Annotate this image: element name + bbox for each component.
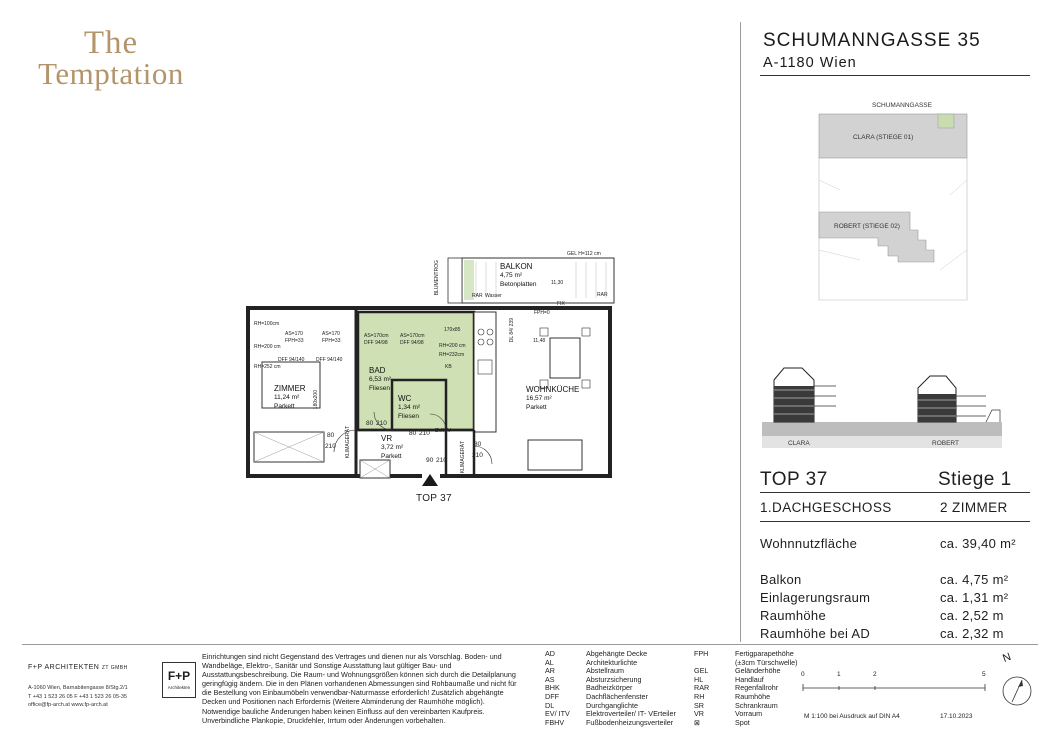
abbr-value: Spot — [735, 717, 750, 727]
abbr-key: FPH — [694, 649, 709, 658]
chair-2 — [582, 328, 590, 336]
room-wohnkueche — [526, 385, 579, 412]
note-klimagerat-2: KLIMAGERÄT — [460, 441, 466, 474]
note-fph: FPH=0 — [534, 310, 550, 316]
sofa — [528, 440, 582, 470]
chair-4 — [582, 380, 590, 388]
abbr-key: ⊠ — [694, 717, 701, 727]
abbr-key: DFF — [545, 691, 559, 701]
abbr-col-1-values — [586, 650, 696, 727]
area-value-wohnnutzflaeche: ca. 39,40 m² — [940, 536, 1016, 551]
site-green-plot — [938, 114, 954, 128]
vr-area: 3,72 m² — [381, 444, 404, 451]
note-fix: FIX — [557, 301, 565, 307]
scale-tick-0: 0 — [801, 671, 805, 678]
bad-floor: Fliesen — [369, 385, 390, 392]
area-value-raumhoehe: ca. 2,52 m — [940, 608, 1004, 623]
abbr-value: Regenfallrohr — [735, 683, 779, 693]
note-rh200a: RH=200 cm — [254, 344, 281, 350]
note-rh232: RH=232cm — [439, 352, 465, 358]
chair-1 — [540, 328, 548, 336]
footer-addr-line-3: office@fp-arch.at www.fp-arch.at — [28, 702, 108, 708]
vr-floor: Parkett — [381, 453, 402, 460]
entrance-marker-icon — [421, 473, 439, 487]
footer-addr-line-1: A-1060 Wien, Barnabitengasse 8/Stg.2/1 — [28, 685, 128, 691]
fp-logo-sub: Architekten — [167, 685, 191, 690]
room-balkon — [500, 262, 537, 289]
scale-tick-5: 5 — [982, 671, 986, 678]
footer-architect-name: F+P ARCHITEKTEN — [28, 664, 100, 671]
wohnkueche-floor: Parkett — [526, 404, 547, 411]
section-drawing — [760, 360, 1010, 452]
abbr-key: AL — [545, 657, 554, 667]
unit-stiege: Stiege 1 — [938, 469, 1012, 490]
note-as170b: AS=170 — [322, 331, 340, 337]
area-value-raumhoehe-ad: ca. 2,32 m — [940, 626, 1004, 641]
zimmer-name: ZIMMER — [274, 384, 306, 393]
unit-top-title: TOP 37 — [760, 469, 828, 490]
abbr-value: Handlauf — [735, 674, 764, 684]
entrance-marker-label: TOP 37 — [416, 493, 452, 504]
vr-name: VR — [381, 434, 393, 443]
site-robert-label: ROBERT (STIEGE 02) — [834, 223, 900, 230]
address-street: SCHUMANNGASSE 35 — [763, 30, 981, 51]
abbr-value: Architekturlichte — [586, 657, 638, 667]
abbr-key: FBHV — [545, 717, 565, 727]
note-dff1: DFF 94/140 — [278, 357, 305, 363]
scale-bar — [802, 680, 987, 692]
section-robert-label: ROBERT — [932, 440, 959, 447]
note-rar-2: RAR — [597, 292, 608, 298]
room-vr — [381, 434, 403, 461]
fp-logo — [162, 662, 196, 698]
note-size170: 170x85 — [444, 327, 461, 333]
abbr-value: Dachflächenfenster — [586, 691, 648, 701]
door-1-width: 80 — [327, 432, 335, 439]
note-as170cm2: AS=170cm — [400, 333, 425, 339]
footer-address — [28, 684, 128, 710]
room-wc — [398, 394, 420, 421]
door-5-width: 80 — [474, 441, 482, 448]
abbr-key: VR — [694, 709, 704, 719]
abbr-col-2-keys — [694, 650, 732, 727]
abbr-key: AR — [545, 666, 555, 676]
site-robert-building — [819, 212, 934, 262]
section-ground — [762, 422, 1002, 436]
section-balcony-lines — [814, 386, 836, 406]
wc-floor: Fliesen — [398, 413, 419, 420]
door-3-height: 210 — [419, 430, 430, 437]
frame-footer-divider — [22, 644, 1038, 645]
balkon-floor: Betonplatten — [500, 281, 537, 288]
balkon-name: BALKON — [500, 262, 533, 271]
note-h1130: 11,30 — [551, 280, 564, 286]
section-ramp — [986, 410, 1000, 422]
wohnkueche-area: 16,57 m² — [526, 395, 552, 402]
note-h1148: 11,48 — [533, 338, 546, 344]
address-city: A-1180 Wien — [763, 55, 857, 71]
note-as170a: AS=170 — [285, 331, 303, 337]
logo-line-2: Temptation — [38, 56, 184, 92]
door-1-height: 210 — [325, 443, 336, 450]
fp-logo-mark: F+P — [167, 669, 191, 683]
abbr-value: Fußbodenheizungsverteiler — [586, 717, 674, 727]
abbr-key: EV/ ITV — [545, 709, 570, 719]
abbr-value: (±3cm Türschwelle) — [735, 657, 798, 667]
section-robert-balconies — [956, 396, 986, 416]
abbr-value: Absturzsicherung — [586, 674, 642, 684]
abbr-value: Geländerhöhe — [735, 666, 781, 676]
footer-architect-suffix: ZT GMBH — [101, 665, 128, 671]
note-rh200b: RH=200 cm — [439, 343, 466, 349]
area-label-einlagerungsraum: Einlagerungsraum — [760, 590, 871, 605]
bad-name: BAD — [369, 366, 386, 375]
abbr-value: Fertigparapethöhe — [735, 649, 794, 658]
wc-name: WC — [398, 394, 412, 403]
note-dff4: DFF 94/98 — [400, 340, 424, 346]
zimmer-floor: Parkett — [274, 403, 295, 410]
section-clara-fill — [774, 386, 814, 422]
abbr-col-1-keys — [545, 650, 585, 727]
info-rule-2 — [760, 521, 1030, 522]
note-blumentrog: BLUMENTROG — [434, 260, 440, 296]
balkon-area: 4,75 m² — [500, 272, 523, 279]
note-gel: GEL H=112 cm — [567, 251, 601, 257]
abbr-key: RH — [694, 691, 705, 701]
wc-area: 1,34 m² — [398, 404, 421, 411]
area-label-wohnnutzflaeche: Wohnnutzfläche — [760, 536, 858, 551]
frame-vertical-divider — [740, 22, 741, 642]
note-as170cm1: AS=170cm — [364, 333, 389, 339]
abbr-value: Abgehängte Decke — [586, 649, 648, 658]
note-dff2: DFF 94/140 — [316, 357, 343, 363]
dining-table — [550, 338, 580, 378]
site-street-label: SCHUMANNGASSE — [872, 102, 932, 109]
room-zimmer — [274, 384, 306, 411]
abbr-value: Badheizkörper — [586, 683, 633, 693]
north-label: N — [1001, 651, 1013, 665]
abbr-key: RAR — [694, 683, 710, 693]
area-value-balkon: ca. 4,75 m² — [940, 572, 1009, 587]
north-arrow-icon — [998, 672, 1036, 710]
note-dff3: DFF 94/98 — [364, 340, 388, 346]
area-label-raumhoehe: Raumhöhe — [760, 608, 826, 623]
plan-date: 17.10.2023 — [940, 713, 973, 720]
door-4-height: 210 — [436, 457, 447, 464]
unit-floor: 1.DACHGESCHOSS — [760, 500, 892, 515]
note-evitv: EV/ITV — [435, 428, 451, 434]
area-label-balkon: Balkon — [760, 572, 802, 587]
abbr-value: Vorraum — [735, 709, 763, 719]
scale-tick-1: 1 — [837, 671, 841, 678]
scale-note: M 1:100 bei Ausdruck auf DIN A4 — [804, 713, 900, 720]
zimmer-area: 11,24 m² — [274, 394, 300, 401]
footer-architect — [28, 664, 128, 671]
note-wasser: Wasser — [485, 293, 502, 299]
note-fph33b: FPH=33 — [322, 338, 341, 344]
bad-area: 6,53 m² — [369, 376, 392, 383]
abbr-value: Durchganglichte — [586, 700, 638, 710]
area-label-raumhoehe-ad: Raumhöhe bei AD — [760, 626, 871, 641]
abbr-key: AD — [545, 649, 555, 658]
balcony-trough — [448, 258, 462, 303]
area-value-einlagerungsraum: ca. 1,31 m² — [940, 590, 1009, 605]
note-klimagerat-1: KLIMAGERÄT — [345, 426, 351, 459]
door-2-height: 210 — [376, 420, 387, 427]
door-2-width: 80 — [366, 420, 374, 427]
site-clara-label: CLARA (STIEGE 01) — [853, 134, 914, 141]
abbr-key: DL — [545, 700, 555, 710]
door-3-width: 80 — [409, 430, 417, 437]
note-rar-1: RAR — [472, 293, 483, 299]
abbr-key: AS — [545, 674, 555, 684]
abbr-value: Abstellraum — [586, 666, 624, 676]
note-kb: KB — [445, 364, 452, 370]
scale-tick-2: 2 — [873, 671, 877, 678]
section-clara-label: CLARA — [788, 440, 810, 447]
info-rule-1 — [760, 492, 1030, 493]
note-rh100: RH=100cm — [254, 321, 280, 327]
door-5-height: 210 — [472, 452, 483, 459]
address-rule — [760, 75, 1030, 76]
footer-disclaimer: Einrichtungen sind nicht Gegenstand des Vertrages und dienen nur als Vorschlag. Boden- und Wandbeläge, Elektro-, Sanitär und Sonstige Ausstattung laut gültiger Bau- und Ausstattungsbeschreibung. Die Raum- und Wohnungsgrößen können sich durch die Detailplanung geringfügig ändern. Die in den Plänen vorhandenen Abmessungen sind Rohbaumaße und nicht für die Bestellung von Einbaumöbeln verwendbar-Naturmasse erforderlich! Zusätzlich abgehängte Decken und Positionen nach Erfordernis (Weitere Abminderung der Raumhöhe möglich). Notwendige bauliche Änderungen haben keinen Einfluss auf den vereinbarten Kaufpreis. Unverbindliche Plankopie, Druckfehler, Irrtum oder Änderungen vorbehalten. — [202, 652, 517, 725]
note-dl: DL 84/ 239 — [509, 318, 515, 343]
door-4-width: 90 — [426, 457, 434, 464]
wohnkueche-name: WOHNKÜCHE — [526, 385, 580, 394]
abbr-value: Raumhöhe — [735, 691, 771, 701]
unit-rooms: 2 ZIMMER — [940, 500, 1008, 515]
abbr-key: SR — [694, 700, 704, 710]
abbr-key: BHK — [545, 683, 560, 693]
brand-logo — [26, 25, 196, 92]
logo-line-1: The — [83, 25, 139, 61]
note-rh252: RH=252 cm — [254, 364, 281, 370]
abbr-value: Elektroverteiler/ IT- VErteiler — [586, 709, 676, 719]
kitchen-counter — [474, 312, 496, 432]
abbr-value: Schrankraum — [735, 700, 778, 710]
abbr-key: GEL — [694, 666, 709, 676]
footer-addr-line-2: T +43 1 523 26 05 F +43 1 523 26 05-35 — [28, 693, 127, 700]
note-bed: 180x200 — [313, 390, 319, 410]
note-fph33a: FPH=33 — [285, 338, 304, 344]
abbr-key: HL — [694, 674, 704, 684]
room-bad — [369, 366, 391, 393]
